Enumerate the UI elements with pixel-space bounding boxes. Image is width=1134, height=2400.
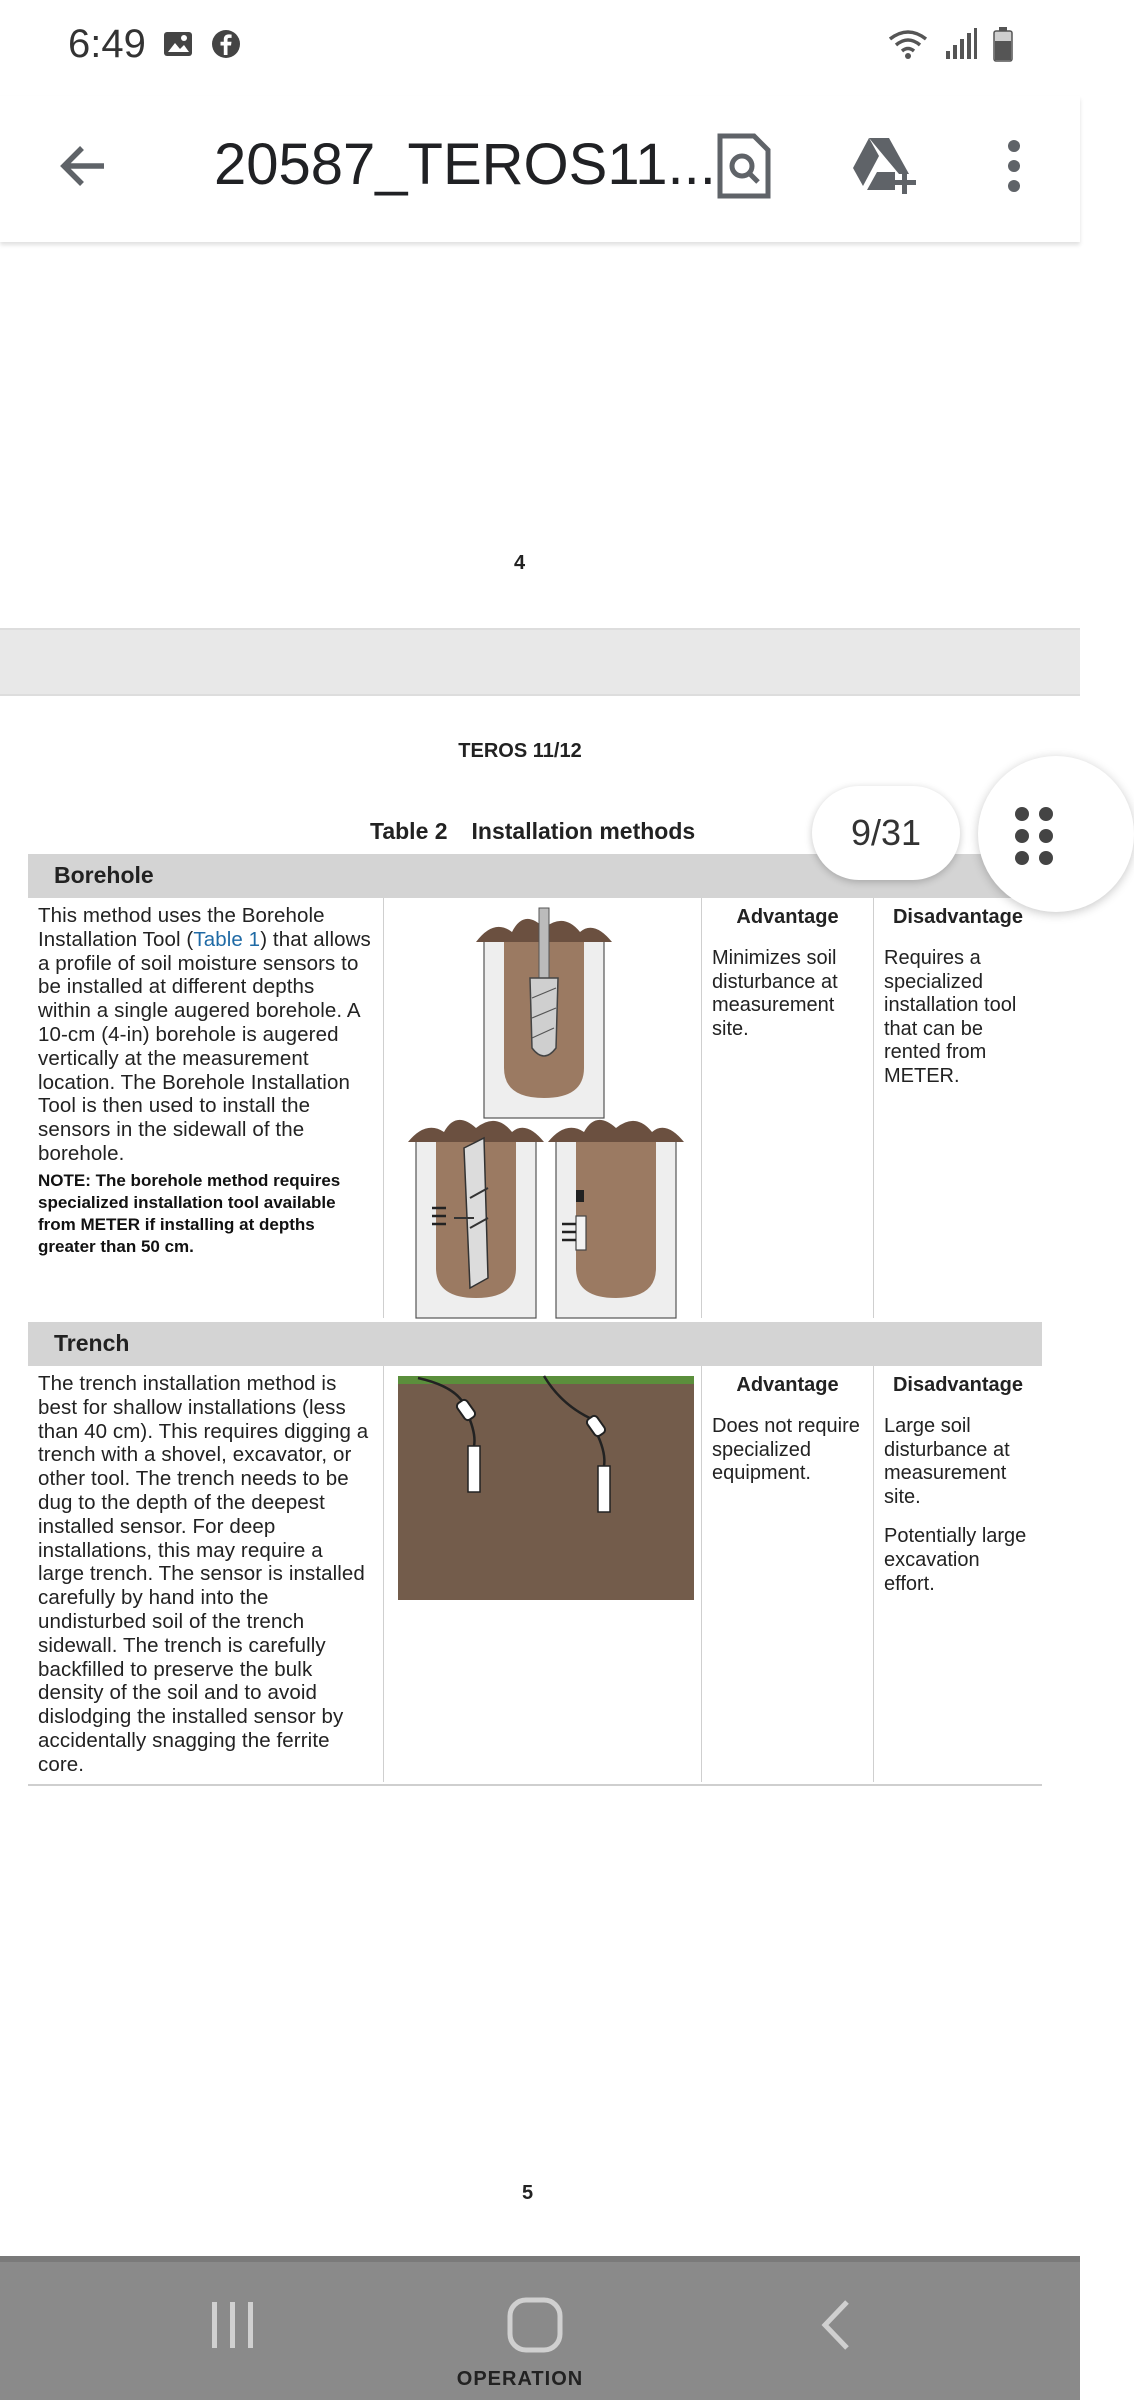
page-grid-button[interactable] bbox=[978, 756, 1134, 912]
trench-description: The trench installation method is best for shallow installations (less than 40 cm). This requires digging a trench with a shovel, excavator, or other tool. The trench needs to be dug to the depth of the deepest installed sensor. For deep installations, this may require a large trench. The sensor is installed carefully by hand into the undisturbed soil of the trench sidewall. The trench is carefully backfilled to preserve the bulk density of the soil and to avoid dislodging the installed sensor by accidentally snagging the ferrite core. bbox=[38, 1372, 369, 1776]
home-icon bbox=[506, 2296, 564, 2359]
back-nav-button[interactable] bbox=[792, 2292, 882, 2362]
document-title: 20587_TEROS11... bbox=[214, 132, 716, 197]
table-1-link[interactable]: Table 1 bbox=[193, 927, 261, 951]
trench-row bbox=[28, 1366, 1042, 1782]
borehole-row bbox=[28, 898, 1042, 1318]
app-bar bbox=[0, 96, 1080, 242]
wifi-icon bbox=[886, 27, 930, 66]
grid-dots-icon bbox=[1012, 804, 1072, 864]
borehole-description-text-end: ) that allows a profile of soil moisture sensors to be installed at different depths within a single augered borehole. A 10-cm (4-in) borehole is augered vertically at the measurement location. The Borehole Installation Tool is then used to install the sensors in the sidewall of the borehole. bbox=[38, 927, 371, 1165]
trench-advantage-cell bbox=[702, 1366, 874, 1782]
page-separator bbox=[0, 628, 1080, 696]
borehole-disadvantage-cell bbox=[874, 898, 1042, 1318]
trench-section-title: Trench bbox=[54, 1330, 130, 1356]
borehole-note: NOTE: The borehole method requires specialized installation tool available from METER if installing at depths greater than 50 cm. bbox=[38, 1170, 341, 1256]
document-header: TEROS 11/12 bbox=[458, 740, 582, 762]
trench-disadvantage-cell bbox=[874, 1366, 1042, 1782]
recent-apps-icon bbox=[206, 2298, 260, 2357]
status-time: 6:49 bbox=[68, 22, 146, 66]
battery-icon bbox=[992, 26, 1014, 67]
table-caption-title: Installation methods bbox=[471, 818, 696, 844]
add-to-drive-button[interactable] bbox=[842, 124, 930, 212]
trench-disadvantage-text-2: Potentially large excavation effort. bbox=[884, 1525, 1027, 1595]
drive-add-icon bbox=[849, 134, 923, 203]
recent-apps-button[interactable] bbox=[188, 2292, 278, 2362]
status-notification-icons bbox=[162, 28, 242, 65]
trench-disadvantage-text bbox=[874, 1397, 1042, 1596]
table-caption-number: Table 2 bbox=[370, 818, 448, 844]
borehole-illustration bbox=[384, 898, 702, 1318]
home-button[interactable] bbox=[490, 2292, 580, 2362]
trench-illustration-cell bbox=[384, 1366, 702, 1782]
trench-disadvantage-header: Disadvantage bbox=[892, 1374, 1024, 1396]
previous-page bbox=[0, 242, 1080, 628]
current-page-number: 5 bbox=[522, 2182, 534, 2204]
status-system-icons bbox=[886, 26, 1014, 67]
borehole-section-title: Borehole bbox=[54, 862, 154, 888]
borehole-advantage-text: Minimizes soil disturbance at measurement site. bbox=[712, 947, 838, 1040]
trench-description-cell bbox=[28, 1366, 384, 1782]
signal-icon bbox=[944, 27, 978, 66]
more-options-button[interactable] bbox=[970, 124, 1058, 212]
search-document-button[interactable] bbox=[700, 124, 788, 212]
borehole-advantage-cell bbox=[702, 898, 874, 1318]
image-icon bbox=[162, 28, 194, 65]
status-bar bbox=[0, 0, 1080, 96]
back-button[interactable] bbox=[44, 128, 124, 208]
borehole-advantage-header: Advantage bbox=[736, 906, 839, 928]
table-bottom-border bbox=[28, 1784, 1042, 1786]
trench-illustration bbox=[384, 1366, 702, 1782]
current-page bbox=[0, 696, 1080, 2256]
borehole-description bbox=[28, 898, 383, 1166]
trench-advantage-header: Advantage bbox=[736, 1374, 839, 1396]
page-indicator: 9/31 bbox=[812, 786, 960, 880]
search-document-icon bbox=[714, 132, 774, 205]
trench-section-header bbox=[28, 1322, 1042, 1366]
facebook-icon bbox=[210, 28, 242, 65]
more-vert-icon bbox=[1004, 138, 1024, 199]
page-footer-section: OPERATION bbox=[456, 2368, 584, 2390]
trench-advantage-text: Does not require specialized equipment. bbox=[712, 1415, 860, 1485]
borehole-description-cell bbox=[28, 898, 384, 1318]
back-icon bbox=[817, 2298, 857, 2357]
trench-disadvantage-text-1: Large soil disturbance at measurement site. bbox=[884, 1415, 1010, 1508]
borehole-description-text-start: This method uses the Borehole Installation Tool ( bbox=[38, 904, 325, 951]
borehole-illustration-cell bbox=[384, 898, 702, 1318]
previous-page-number: 4 bbox=[514, 552, 526, 574]
table-caption bbox=[370, 818, 695, 845]
borehole-disadvantage-text: Requires a specialized installation tool that can be rented from METER. bbox=[884, 947, 1017, 1087]
borehole-disadvantage-header: Disadvantage bbox=[892, 906, 1024, 928]
back-arrow-icon bbox=[56, 138, 112, 199]
